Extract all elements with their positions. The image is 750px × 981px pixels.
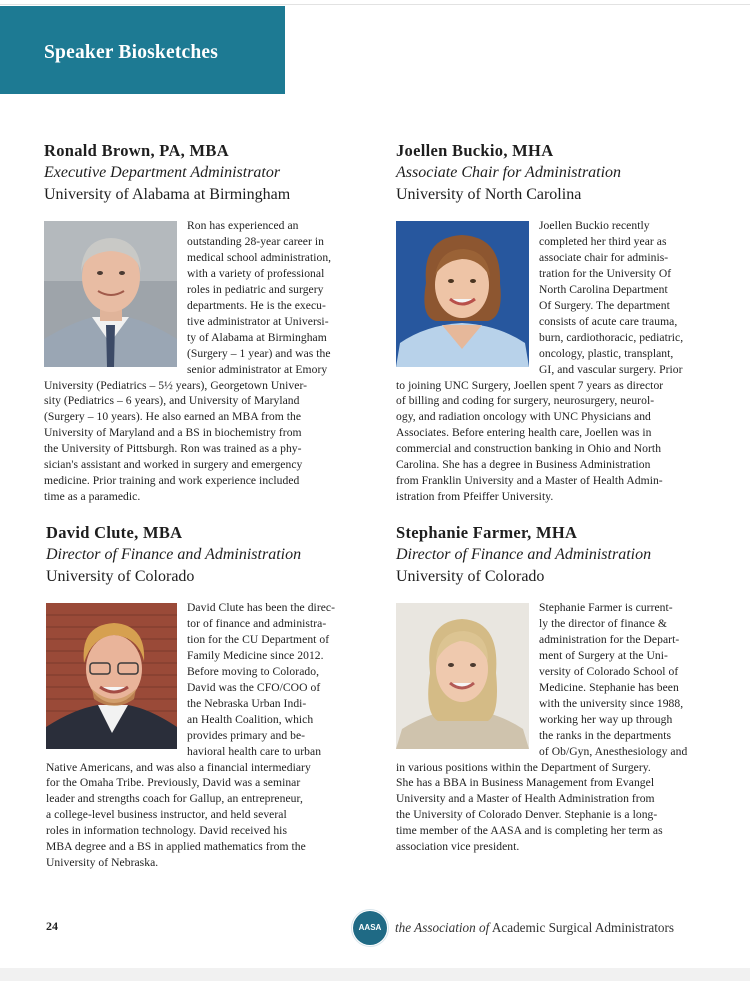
- bio-line: David Clute has been the direc-: [187, 601, 336, 614]
- speaker-name: Stephanie Farmer, MHA: [396, 523, 578, 542]
- speaker-photo: [44, 221, 177, 367]
- bio-line: Family Medicine since 2012.: [187, 648, 324, 662]
- bio-line: Native Americans, and was also a financial intermediary: [46, 760, 311, 774]
- bio-line: administration for the Depart-: [539, 632, 680, 646]
- bio-line: time member of the AASA and is completing her term as: [396, 824, 663, 838]
- bio-line: of billing and coding for surgery, neurosurgery, neurol-: [396, 394, 655, 408]
- page-number: 24: [46, 919, 58, 933]
- bio-line: GI, and vascular surgery. Prior: [539, 362, 683, 376]
- footer-org-part: of: [479, 920, 490, 935]
- bio-line: MBA degree and a BS in applied mathematics from the: [46, 840, 306, 854]
- bio-line: Of Surgery. The department: [539, 298, 670, 312]
- bio-line: from Franklin University and a Master of Health Admin-: [396, 474, 663, 488]
- bio-line: (Surgery – 1 year) and was the: [187, 346, 331, 360]
- bio-line: ogy, and radiation oncology with UNC Physicians and: [396, 410, 651, 424]
- bio-line: University of Maryland and a BS in biochemistry from: [44, 426, 302, 440]
- bio-line: oncology, plastic, transplant,: [539, 346, 674, 360]
- footer-organization: [353, 910, 723, 946]
- bio-line: with the university since 1988,: [539, 696, 684, 710]
- bio-line: working her way up through: [539, 712, 673, 726]
- bio-line: leader and strengths coach for Gallup, an entrepreneur,: [46, 792, 303, 806]
- bio-line: time as a paramedic.: [44, 490, 141, 504]
- footer-org-part: Academic Surgical Administrators: [489, 920, 674, 935]
- bio-line: provides primary and be-: [187, 728, 306, 742]
- speaker-name: Joellen Buckio, MHA: [396, 141, 554, 160]
- bio-line: tor of finance and administra-: [187, 616, 327, 630]
- bio-line: roles in pediatric and surgery: [187, 282, 324, 296]
- bio-line: in various positions within the Department of Surgery.: [396, 760, 651, 774]
- speaker-photo: [46, 603, 177, 749]
- speaker-organization: University of Colorado: [46, 568, 195, 585]
- bio-line: departments. He is the execu-: [187, 298, 326, 312]
- bio-line: University and a Master of Health Administration from: [396, 792, 655, 806]
- bio-line: Associates. Before entering health care, Joellen was in: [396, 426, 652, 440]
- bio-line: the Nebraska Urban Indi-: [187, 696, 307, 710]
- speaker-photo: [396, 221, 529, 367]
- bio-line: the University of Pittsburgh. Ron was trained as a phy-: [44, 442, 302, 456]
- bio-line: medicine. Prior training and work experience included: [44, 474, 300, 488]
- bio-line: David was the CFO/COO of: [187, 680, 321, 694]
- bio-line: ty of Alabama at Birmingham: [187, 330, 327, 344]
- bio-line: commercial and construction banking in Ohio and North: [396, 442, 662, 456]
- bio-line: tive administrator at Universi-: [187, 314, 329, 328]
- page-bottom-strip: [0, 968, 750, 981]
- bio-line: Stephanie Farmer is current-: [539, 601, 673, 614]
- bio-line: the University of Colorado Denver. Stephanie is a long-: [396, 808, 658, 822]
- bio-line: She has a BBA in Business Management from Evangel: [396, 776, 655, 790]
- speaker-title: Associate Chair for Administration: [396, 164, 622, 181]
- section-title: Speaker Biosketches: [44, 42, 219, 63]
- bio-line: istration from Pfeiffer University.: [396, 490, 554, 504]
- bio-line: North Carolina Department: [539, 282, 668, 296]
- bio-line: versity of Colorado School of: [539, 664, 679, 678]
- speaker-title: Director of Finance and Administration: [396, 546, 652, 563]
- speaker-bio-text: [46, 600, 364, 871]
- speaker-title: Executive Department Administrator: [44, 164, 281, 181]
- bio-line: completed her third year as: [539, 234, 667, 248]
- bio-line: consists of acute care trauma,: [539, 314, 678, 328]
- speaker-organization: University of Colorado: [396, 568, 545, 585]
- bio-line: roles in information technology. David received his: [46, 824, 288, 838]
- bio-line: a college-level business instructor, and held several: [46, 808, 287, 822]
- page-top-rule: [0, 4, 750, 5]
- bio-line: sician's assistant and worked in surgery and emergency: [44, 458, 303, 472]
- bio-line: tion for the CU Department of: [187, 632, 330, 646]
- bio-line: Medicine. Stephanie has been: [539, 680, 679, 694]
- bio-line: sity (Pediatrics – 6 years), and University of Maryland: [44, 394, 300, 408]
- speaker-photo: [396, 603, 529, 749]
- footer-org-name: [395, 920, 674, 936]
- bio-line: (Surgery – 10 years). He also earned an MBA from the: [44, 410, 302, 424]
- bio-line: University (Pediatrics – 5½ years), Georgetown Univer-: [44, 378, 308, 392]
- speaker-bio-text: [44, 218, 362, 505]
- aasa-logo: AASA: [353, 911, 387, 945]
- bio-line: senior administrator at Emory: [187, 362, 328, 376]
- bio-line: Joellen Buckio recently: [539, 219, 650, 232]
- bio-ronald-brown: [44, 140, 362, 505]
- bio-line: ment of Surgery at the Uni-: [539, 648, 668, 662]
- section-header-bar: [0, 6, 285, 94]
- speaker-organization: University of North Carolina: [396, 186, 582, 203]
- bio-line: burn, cardiothoracic, pediatric,: [539, 330, 684, 344]
- bio-line: University of Nebraska.: [46, 856, 159, 870]
- bio-line: havioral health care to urban: [187, 744, 322, 758]
- bio-line: tration for the University Of: [539, 266, 672, 280]
- bio-line: to joining UNC Surgery, Joellen spent 7 years as director: [396, 378, 664, 392]
- bio-line: the ranks in the departments: [539, 728, 672, 742]
- speaker-name: David Clute, MBA: [46, 523, 183, 542]
- speaker-title: Director of Finance and Administration: [46, 546, 302, 563]
- bio-line: medical school administration,: [187, 250, 332, 264]
- bio-david-clute: [46, 522, 364, 871]
- bio-line: of Ob/Gyn, Anesthesiology and: [539, 744, 688, 758]
- bio-line: outstanding 28-year career in: [187, 234, 324, 248]
- bio-line: associate chair for adminis-: [539, 250, 669, 264]
- footer-org-part: the Association: [395, 920, 480, 935]
- bio-line: for the Omaha Tribe. Previously, David was a seminar: [46, 776, 301, 790]
- bio-line: with a variety of professional: [187, 266, 325, 280]
- bio-line: Ron has experienced an: [187, 219, 299, 232]
- bio-line: ly the director of finance &: [539, 616, 667, 630]
- bio-joellen-buckio: [396, 140, 714, 505]
- bio-line: Before moving to Colorado,: [187, 664, 320, 678]
- speaker-bio-text: [396, 600, 714, 855]
- speaker-organization: University of Alabama at Birmingham: [44, 186, 291, 203]
- speaker-name: Ronald Brown, PA, MBA: [44, 141, 229, 160]
- bio-line: association vice president.: [396, 840, 520, 854]
- bio-line: Carolina. She has a degree in Business Administration: [396, 458, 651, 472]
- bio-stephanie-farmer: [396, 522, 714, 855]
- speaker-bio-text: [396, 218, 714, 505]
- bio-line: an Health Coalition, which: [187, 712, 314, 726]
